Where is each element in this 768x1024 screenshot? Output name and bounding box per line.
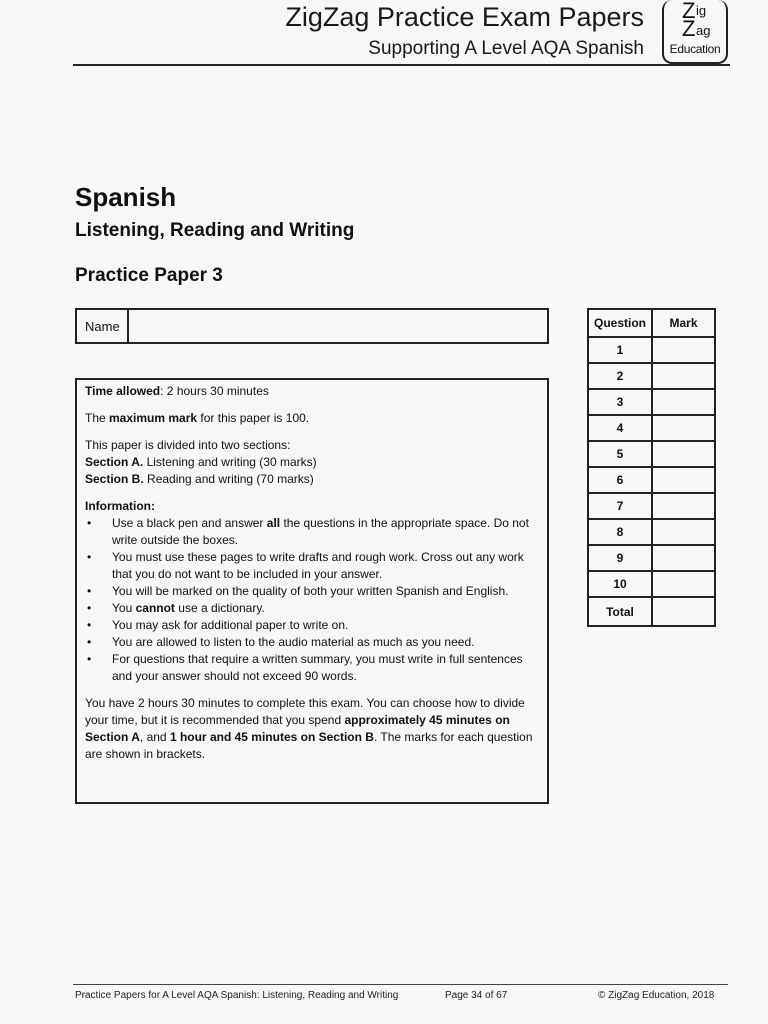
logo-z-top: Z [682, 0, 696, 23]
logo-ag: ag [696, 23, 711, 38]
maximum-mark: The maximum mark for this paper is 100. [85, 411, 310, 425]
table-row [588, 441, 715, 467]
mark-cell[interactable] [652, 545, 715, 571]
list-item: • You will be marked on the quality of both your written Spanish and English. [85, 583, 539, 600]
mark-cell[interactable] [652, 571, 715, 597]
footer-divider [73, 984, 728, 985]
list-item: • Use a black pen and answer all the questions in the appropriate space. Do not write outside the boxes. [85, 515, 539, 549]
table-row [588, 519, 715, 545]
header-title: ZigZag Practice Exam Papers [285, 2, 644, 32]
question-number: 3 [588, 389, 652, 415]
table-row [588, 415, 715, 441]
question-number: 7 [588, 493, 652, 519]
mark-cell[interactable] [652, 363, 715, 389]
name-label: Name [77, 310, 129, 342]
name-input[interactable] [129, 310, 547, 342]
question-number: 2 [588, 363, 652, 389]
section-b: Section B. Reading and writing (70 marks) [85, 472, 314, 486]
question-number: 6 [588, 467, 652, 493]
question-number: 8 [588, 519, 652, 545]
table-row [588, 493, 715, 519]
time-guidance: You have 2 hours 30 minutes to complete this exam. You can choose how to divide your time, but it is recommended that you spend approximately 45 minutes on Section A, and 1 hour and 45 minutes on Section B. The marks for each question are shown in brackets. [85, 696, 533, 761]
paper-title: Practice Paper 3 [75, 265, 223, 286]
logo-z-bottom: Z [682, 16, 696, 41]
mark-table [587, 308, 716, 627]
total-row [588, 597, 715, 626]
information-list [85, 515, 539, 685]
question-number: 10 [588, 571, 652, 597]
mark-cell[interactable] [652, 467, 715, 493]
question-number: 1 [588, 337, 652, 363]
table-row [588, 571, 715, 597]
section-a: Section A. Listening and writing (30 marks) [85, 455, 317, 469]
footer-copyright: © ZigZag Education, 2018 [598, 990, 715, 1001]
table-row [588, 467, 715, 493]
footer-page-number: Page 34 of 67 [445, 990, 508, 1001]
footer-left: Practice Papers for A Level AQA Spanish: Listening, Reading and Writing [75, 990, 399, 1001]
total-mark-cell[interactable] [652, 597, 715, 626]
list-item: • You must use these pages to write drafts and rough work. Cross out any work that you do not want to be included in your answer. [85, 549, 539, 583]
component-title: Listening, Reading and Writing [75, 220, 355, 241]
question-number: 4 [588, 415, 652, 441]
mark-cell[interactable] [652, 493, 715, 519]
table-row [588, 389, 715, 415]
total-label: Total [588, 597, 652, 626]
column-header-mark: Mark [652, 309, 715, 337]
question-number: 9 [588, 545, 652, 571]
sections-intro: This paper is divided into two sections: [85, 438, 291, 452]
logo-ig: ig [696, 3, 707, 18]
list-item: • You are allowed to listen to the audio material as much as you need. [85, 634, 539, 651]
mark-cell[interactable] [652, 415, 715, 441]
list-item: • You cannot use a dictionary. [85, 600, 539, 617]
name-box [75, 308, 549, 344]
column-header-question: Question [588, 309, 652, 337]
header-subtitle: Supporting A Level AQA Spanish [368, 38, 644, 59]
header-divider [73, 64, 730, 66]
zigzag-logo [662, 0, 728, 64]
time-allowed: Time allowed: 2 hours 30 minutes [85, 384, 269, 398]
logo-education: Education [669, 42, 721, 56]
table-row [588, 545, 715, 571]
information-heading: Information: [85, 499, 155, 513]
subject-title: Spanish [75, 182, 177, 212]
mark-cell[interactable] [652, 519, 715, 545]
question-number: 5 [588, 441, 652, 467]
table-row [588, 337, 715, 363]
mark-cell[interactable] [652, 441, 715, 467]
list-item: • For questions that require a written summary, you must write in full sentences and your answer should not exceed 90 words. [85, 651, 539, 685]
mark-cell[interactable] [652, 389, 715, 415]
list-item: • You may ask for additional paper to write on. [85, 617, 539, 634]
table-row [588, 363, 715, 389]
mark-cell[interactable] [652, 337, 715, 363]
instructions-box [75, 378, 549, 804]
